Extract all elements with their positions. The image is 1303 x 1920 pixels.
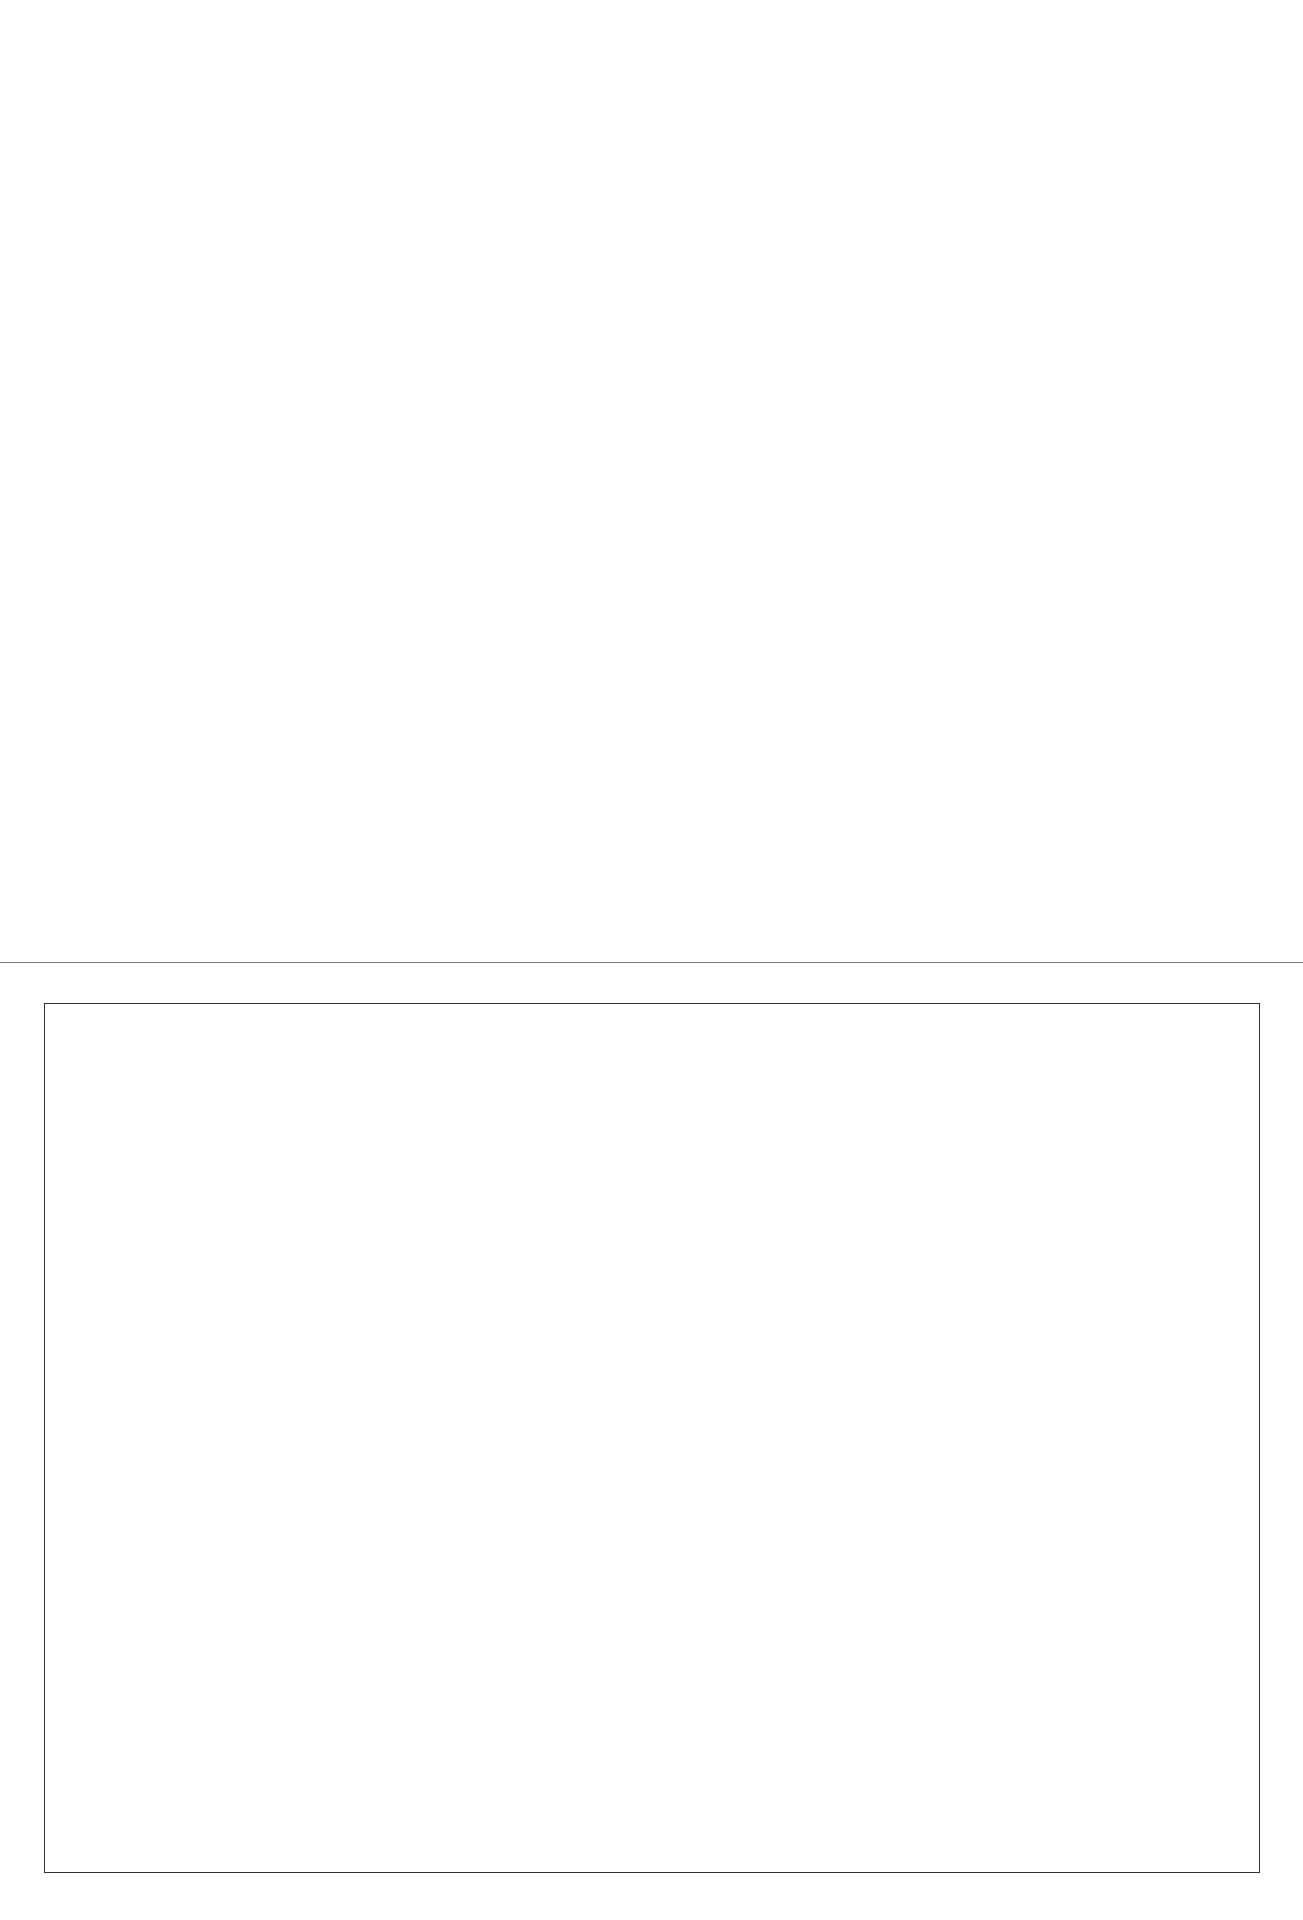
section-divider bbox=[0, 962, 1303, 963]
profile-table bbox=[44, 1003, 1260, 1873]
